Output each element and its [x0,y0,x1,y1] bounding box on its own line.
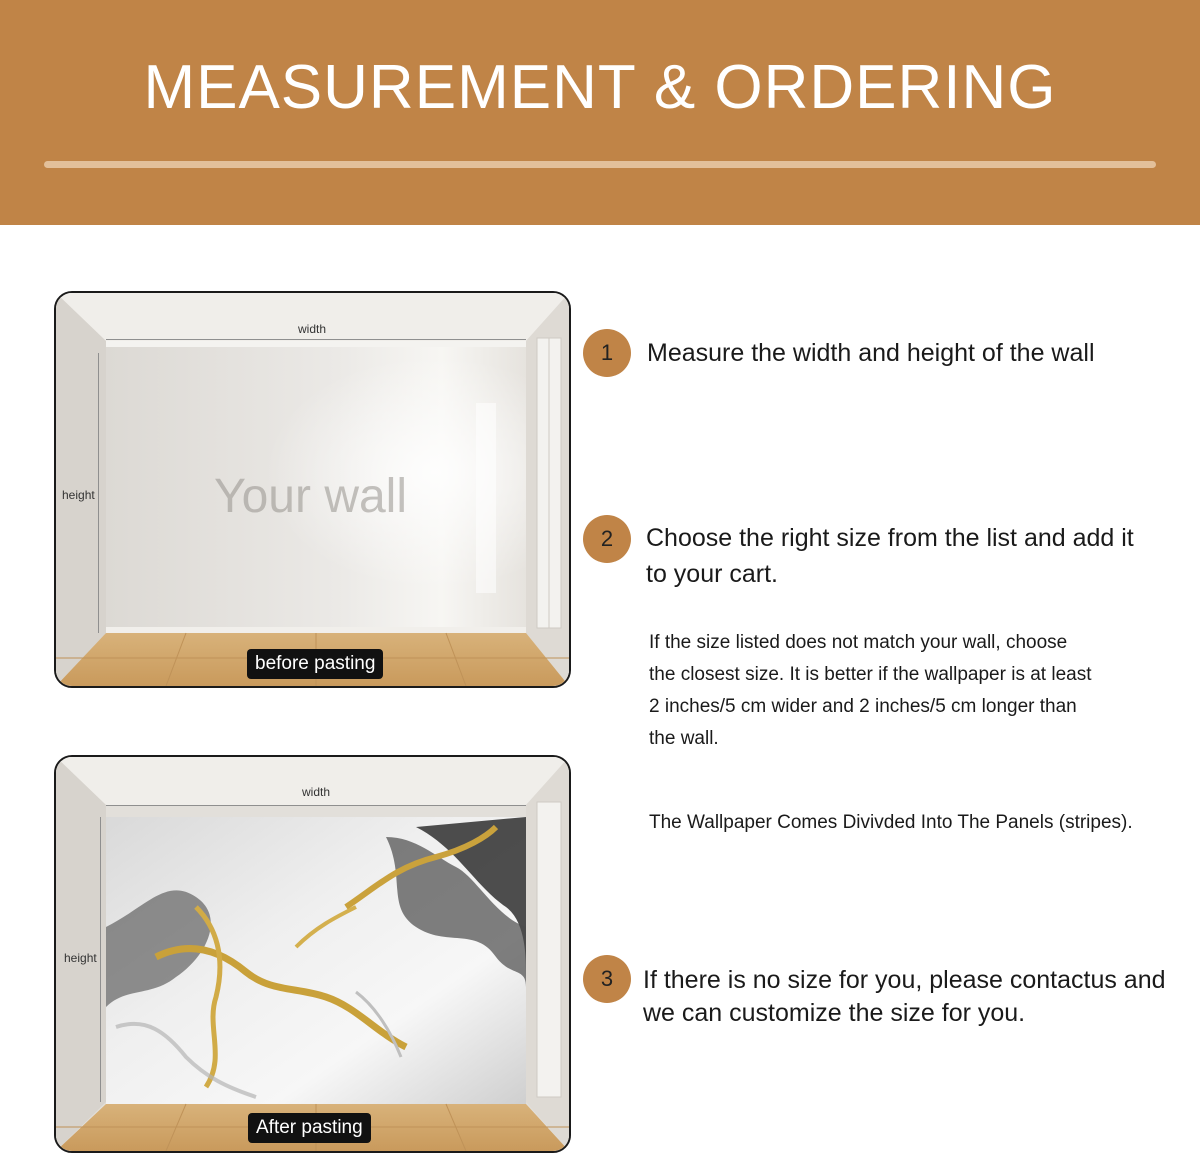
panels-note: The Wallpaper Comes Divivded Into The Panels (stripes). [649,812,1133,833]
before-pasting-caption: before pasting [247,649,383,679]
step-2-text-line-1: Choose the right size from the list and add it [646,524,1134,552]
after-pasting-caption: After pasting [248,1113,371,1143]
size-note-line-3: 2 inches/5 cm wider and 2 inches/5 cm longer than [649,696,1077,717]
width-dimension-line [106,805,526,806]
step-1-text: Measure the width and height of the wall [647,339,1095,367]
header-banner [0,0,1200,225]
size-note-line-1: If the size listed does not match your wall, choose [649,632,1068,653]
height-label: height [64,951,97,965]
your-wall-text: Your wall [214,470,408,523]
step-1-badge: 1 [583,329,631,377]
step-3-text-line-1: If there is no size for you, please contactus and [643,966,1166,994]
size-note-line-2: the closest size. It is better if the wallpaper is at least [649,664,1092,685]
step-3-text-line-2: we can customize the size for you. [643,999,1026,1027]
after-pasting-illustration [54,755,571,1153]
header-divider [44,161,1156,168]
before-pasting-illustration [54,291,571,688]
step-2-badge: 2 [583,515,631,563]
width-dimension-line [106,339,526,340]
width-label: width [298,322,327,336]
height-dimension-line [98,353,99,633]
wallpapered-room-image [56,757,569,1151]
height-dimension-line [100,817,101,1102]
page-title: MEASUREMENT & ORDERING [143,53,1057,122]
step-2-text-line-2: to your cart. [646,560,778,588]
size-note-line-4: the wall. [649,728,719,749]
height-label: height [62,488,95,502]
width-label: width [302,785,331,799]
step-3-badge: 3 [583,955,631,1003]
